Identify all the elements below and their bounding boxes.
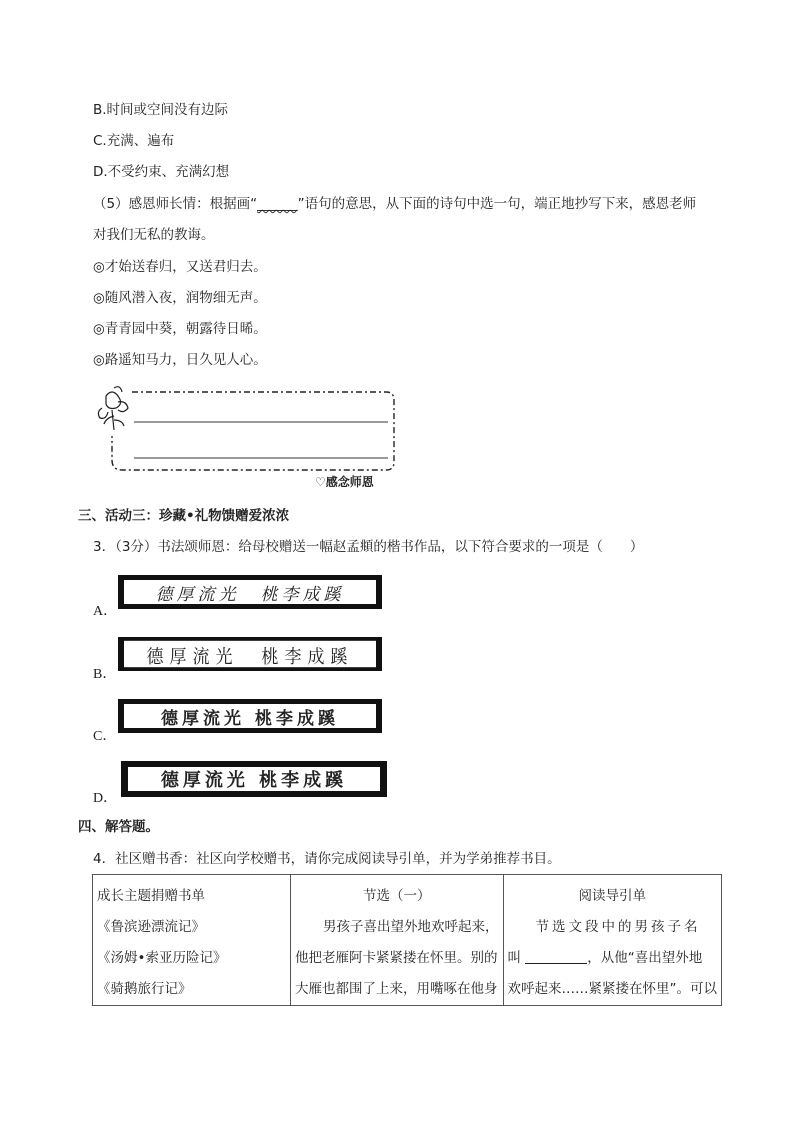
guide-header: 阅读导引单 bbox=[578, 888, 646, 904]
excerpt-line: 大雁也都围了上来，用嘴啄在他身 bbox=[295, 981, 498, 997]
poem-1: ◎才始送春归，又送君归去。 bbox=[93, 259, 267, 275]
guide-line-3: 欢呼起来……紧紧搂在怀里”。可以 bbox=[507, 981, 717, 997]
q3-option-c-text: 德厚流光 桃李成蹊 bbox=[124, 704, 376, 728]
excerpt-line: 男孩子喜出望外地欢呼起来， bbox=[323, 919, 499, 935]
poem-2: ◎随风潜入夜，润物细无声。 bbox=[93, 290, 267, 306]
flower-icon bbox=[98, 387, 128, 430]
q3-option-b-calligraphy bbox=[118, 637, 382, 671]
q4-text: 4．社区赠书香：社区向学校赠书，请你完成阅读导引单，并为学弟推荐书目。 bbox=[93, 851, 561, 867]
guide-line-2-end: ，从他“喜出望外地 bbox=[587, 950, 703, 966]
excerpt-line: 他把老雁阿卡紧紧搂在怀里。别的 bbox=[295, 950, 498, 966]
q3-option-a-label: A． bbox=[93, 604, 118, 619]
q3-option-a-text: 德厚流光 桃李成蹊 bbox=[124, 580, 376, 604]
guide-line-2-start: 叫 bbox=[507, 950, 521, 966]
table-row bbox=[93, 875, 722, 1006]
excerpt-cell bbox=[291, 875, 504, 1006]
book-item: 《鲁滨逊漂流记》 bbox=[97, 919, 205, 935]
excerpt-header: 节选（一） bbox=[363, 888, 431, 904]
q3-option-b-text: 德厚流光 桃李成蹊 bbox=[124, 641, 376, 667]
option-b: B.时间或空间没有边际 bbox=[93, 102, 229, 118]
guide-cell bbox=[503, 875, 722, 1006]
section4-title: 四、解答题。 bbox=[78, 819, 159, 835]
q3-option-c-calligraphy bbox=[118, 699, 382, 733]
book-item: 《汤姆•索亚历险记》 bbox=[97, 950, 227, 966]
q3-option-b-label: B． bbox=[93, 667, 117, 682]
guide-line-1: 节选文段中的男孩子名 bbox=[535, 919, 701, 935]
q3-text: 3．（3分）书法颂师恩：给母校赠送一幅赵孟頫的楷书作品，以下符合要求的一项是（ ） bbox=[93, 539, 644, 555]
option-c: C.充满、遍布 bbox=[93, 133, 175, 149]
book-list-header: 成长主题捐赠书单 bbox=[97, 888, 205, 904]
option-d: D.不受约束、充满幻想 bbox=[93, 164, 230, 180]
name-answer-blank[interactable] bbox=[525, 949, 587, 964]
poem-3: ◎青青园中葵，朝露待日晞。 bbox=[93, 321, 267, 337]
q5-suffix: ”语句的意思，从下面的诗句中选一句，端正地抄写下来，感恩老师 bbox=[297, 196, 697, 212]
book-item: 《骑鹅旅行记》 bbox=[97, 981, 192, 997]
section3-title: 三、活动三：珍藏•礼物馈赠爱浓浓 bbox=[78, 508, 290, 524]
book-list-cell bbox=[93, 875, 291, 1006]
q5-prefix: （5）感恩师长情：根据画“ bbox=[93, 196, 258, 212]
q3-option-d-label: D． bbox=[93, 791, 118, 806]
q3-option-d-calligraphy bbox=[121, 761, 387, 797]
reading-guide-table bbox=[92, 874, 722, 1006]
q3-option-a-calligraphy bbox=[118, 575, 382, 609]
q3-option-d-text: 德厚流光 桃李成蹊 bbox=[128, 767, 380, 791]
q3-option-c-label: C． bbox=[93, 729, 117, 744]
poem-4: ◎路遥知马力，日久见人心。 bbox=[93, 352, 267, 368]
card-caption: ♡感念师恩 bbox=[315, 475, 374, 489]
guide-line-2 bbox=[508, 943, 718, 974]
q5-prompt bbox=[93, 195, 696, 213]
q5-marked: ______ bbox=[257, 196, 298, 212]
q5-line2: 对我们无私的教诲。 bbox=[93, 227, 215, 243]
